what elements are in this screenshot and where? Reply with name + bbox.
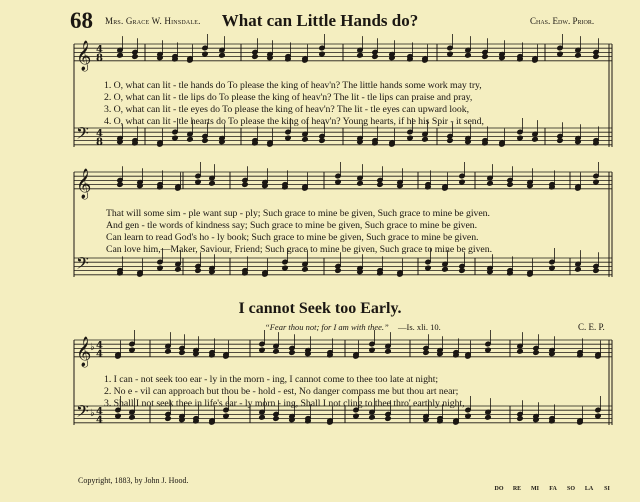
note-head <box>165 348 171 354</box>
solfege-re: RE <box>512 486 522 492</box>
hymn-2-verse-1: 1. I can - not seek too ear - ly in the morn - ing, I cannot come to thee too late at night; <box>104 374 439 385</box>
note-head <box>252 54 258 60</box>
solfege-si: SI <box>604 486 610 492</box>
verse-2-line-2: And gen - tle words of kindness say; Such grace to mine be given, Such grace to mine be given. <box>106 220 478 231</box>
copyright-notice: Copyright, 1883, by John J. Hood. <box>78 476 189 485</box>
bass-clef: 𝄢 <box>76 253 89 277</box>
note-head <box>557 138 563 144</box>
hymn-2-scripture-ref: —Is. xli. 10. <box>398 322 441 332</box>
note-head <box>273 416 279 422</box>
bass-clef: 𝄢 <box>76 401 89 425</box>
time-signature-top: 4 <box>96 406 103 418</box>
note-head <box>517 416 523 422</box>
note-head <box>385 416 391 422</box>
note-head <box>195 268 201 274</box>
note-head <box>117 52 123 58</box>
note-head <box>117 182 123 188</box>
note-head <box>209 180 215 186</box>
note-head <box>423 350 429 356</box>
note-head <box>482 54 488 60</box>
verse-2-line-1: 2. O, what can lit - tle lips do To please the king of heav'n? The lit - tle lips can praise and pray, <box>104 92 473 103</box>
composer-credit: Chas. Edw. Prior. <box>530 16 595 26</box>
note-head <box>532 136 538 142</box>
note-head <box>487 180 493 186</box>
note-head <box>593 54 599 60</box>
note-head <box>187 136 193 142</box>
hymn-2-verse-2: 2. No e - vil can approach but thou be - hold - est, No danger compass me but thou art near; <box>104 386 459 397</box>
note-head <box>575 266 581 272</box>
note-head <box>335 268 341 274</box>
treble-clef: 𝄞 <box>76 337 92 367</box>
note-head <box>369 414 375 420</box>
flat-sign: ♭ <box>90 408 95 419</box>
solfege-do: DO <box>494 486 504 492</box>
note-head <box>507 182 513 188</box>
time-signature-bottom: 4 <box>96 349 103 360</box>
hymn-2-title: I cannot Seek too Early. <box>238 300 402 317</box>
note-head <box>385 348 391 354</box>
solfege-mi: MI <box>531 486 539 492</box>
verse-3-line-1: 3. O, what can lit - tle eyes do To please the king of heav'n? The lit - tle eyes can upward look, <box>104 104 469 115</box>
hymn-title: What can Little Hands do? <box>221 11 419 30</box>
note-head <box>459 268 465 274</box>
hymn-2-author-initials: C. E. P. <box>578 322 605 332</box>
verse-3-line-2: Can learn to read God's ho - ly book; Such grace to mine be given, Such grace to mine be given. <box>106 232 479 243</box>
solfege-fa: FA <box>549 486 557 492</box>
bass-clef: 𝄢 <box>76 123 89 147</box>
note-head <box>302 266 308 272</box>
note-head <box>533 350 539 356</box>
verse-1-line-1: 1. O, what can lit - tle hands do To please the king of heav'n? The little hands some work may try, <box>104 80 482 91</box>
note-head <box>447 138 453 144</box>
note-head <box>442 266 448 272</box>
note-head <box>242 182 248 188</box>
note-head <box>377 182 383 188</box>
lyricist-credit: Mrs. Grace W. Hinsdale. <box>105 16 201 26</box>
note-head <box>319 138 325 144</box>
verse-4-line-1: 4. O, what can lit - tle hearts do To please the king of heav'n? Young hearts, if he his Spir - it send, <box>104 116 484 127</box>
note-head <box>273 348 279 354</box>
time-signature-bottom: 8 <box>96 53 103 64</box>
time-signature-bottom: 4 <box>96 415 103 426</box>
time-signature-top: 4 <box>96 44 103 56</box>
solfege-la: LA <box>584 486 594 492</box>
note-head <box>289 350 295 356</box>
note-head <box>517 348 523 354</box>
time-signature-top: 4 <box>96 340 103 352</box>
flat-sign: ♭ <box>90 342 95 353</box>
hymn-2-epigraph: “Fear thou not; for I am with thee.” <box>265 322 389 332</box>
note-head <box>202 138 208 144</box>
note-head <box>575 52 581 58</box>
note-head <box>422 136 428 142</box>
note-head <box>593 268 599 274</box>
page-number: 68 <box>70 8 93 33</box>
note-head <box>175 266 181 272</box>
treble-clef: 𝄞 <box>76 41 92 71</box>
note-head <box>485 414 491 420</box>
note-head <box>357 52 363 58</box>
verse-4-line-2: Can love him,—Maker, Saviour, Friend; Such grace to mine be given, Such grace to mine be given. <box>106 244 492 255</box>
note-head <box>372 54 378 60</box>
note-head <box>129 414 135 420</box>
note-head <box>357 180 363 186</box>
note-head <box>132 54 138 60</box>
note-head <box>165 416 171 422</box>
note-head <box>219 52 225 58</box>
solfege-so: SO <box>566 486 575 492</box>
verse-1-line-2: That will some sim - ple want sup - ply; Such grace to mine be given, Such grace to mine be given. <box>106 208 490 219</box>
note-head <box>302 136 308 142</box>
note-head <box>179 350 185 356</box>
treble-clef: 𝄞 <box>76 169 92 199</box>
time-signature-top: 4 <box>96 128 103 140</box>
note-head <box>465 52 471 58</box>
time-signature-bottom: 8 <box>96 137 103 148</box>
hymn-2-verse-3: 3. Shall I not seek thee in life's ear - ly morn - ing, Shall I not cling to thee thro' earthly night, <box>104 398 465 409</box>
note-head <box>259 414 265 420</box>
